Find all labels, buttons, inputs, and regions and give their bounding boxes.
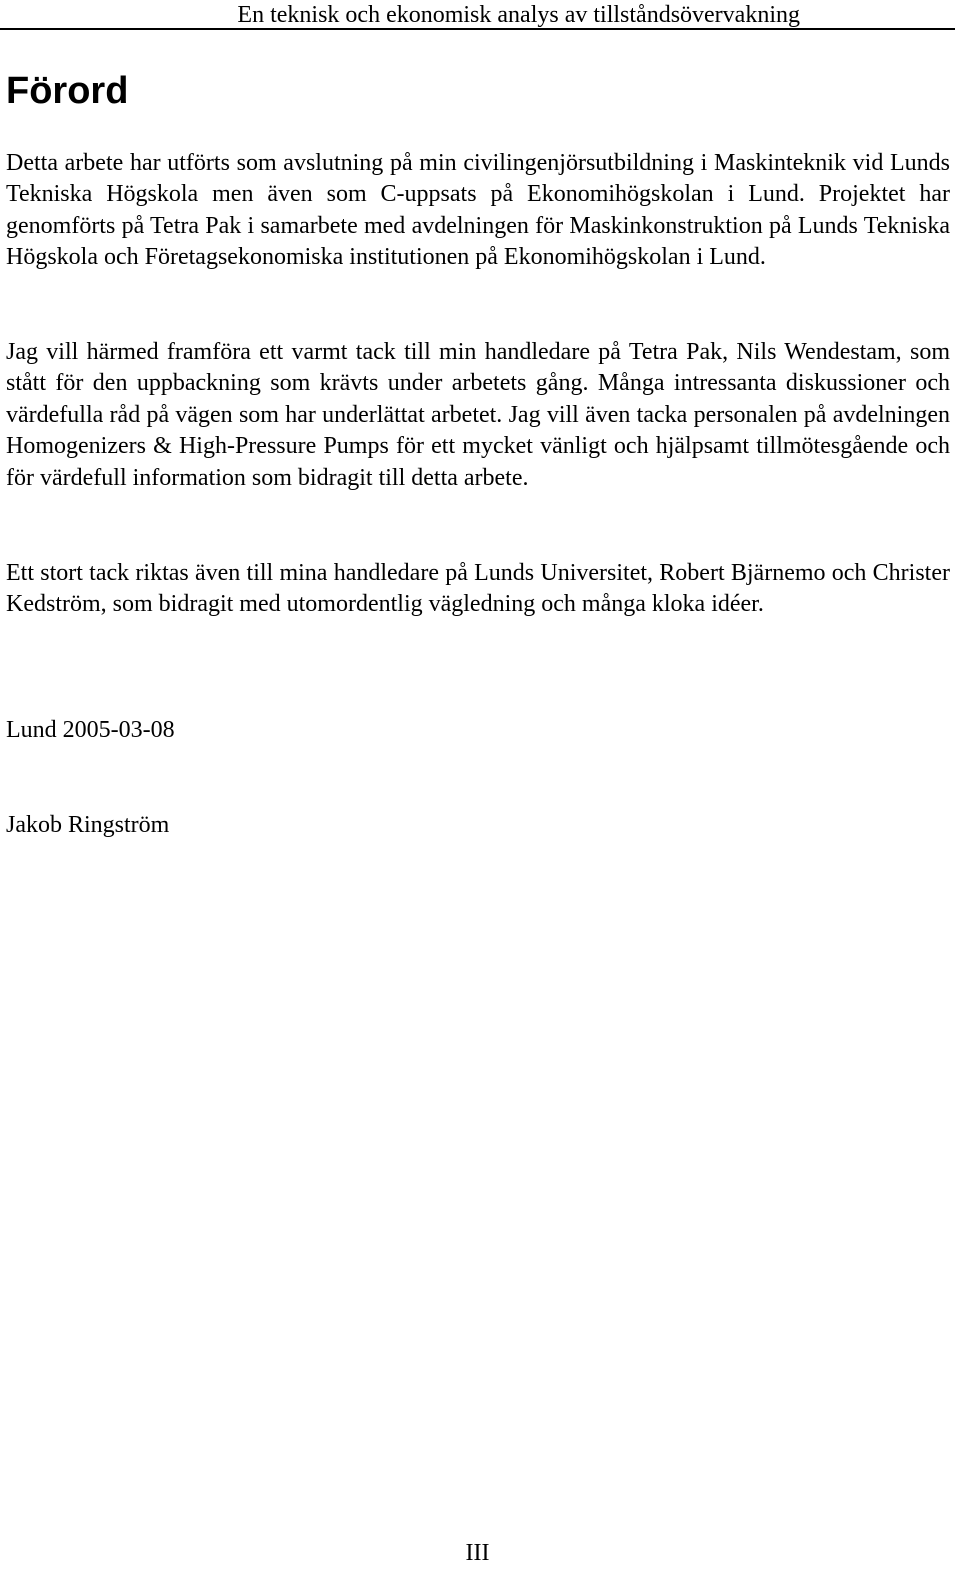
running-header [0,0,955,30]
paragraph-thanks-university: Ett stort tack riktas även till mina handledare på Lunds Universitet, Robert Bjärnemo och Christer Kedström, som bidragit med utomordentlig vägledning och många kloka idéer. [6,560,950,618]
paragraph-intro: Detta arbete har utförts som avslutning på min civilingenjörsutbildning i Maskinteknik vid Lunds Tekniska Högskola men även som C-uppsats på Ekonomihögskolan i Lund. Projektet har genomförts på Tetra Pak i samarbete med avdelningen för Maskinkonstruktion på Lunds Tekniska Högskola och Företagsekonomiska institutionen på Ekonomihögskolan i Lund. [6,150,950,271]
page-number: III [465,1540,490,1566]
paragraph-thanks-tetra-pak: Jag vill härmed framföra ett varmt tack till min handledare på Tetra Pak, Nils Wendestam, som stått för den uppbackning som krävts under arbetets gång. Många intressanta diskussioner och värdefulla råd på vägen som har underlättat arbetet. Jag vill även tacka personalen på avdelningen Homogenizers & High-Pressure Pumps för ett mycket vänligt och hjälpsamt tillmötesgående och för värdefull information som bidragit till detta arbete. [6,339,950,491]
running-title: En teknisk och ekonomisk analys av tillståndsövervakning [237,2,800,28]
section-title: Förord [6,70,129,112]
author-name: Jakob Ringström [6,812,170,838]
place-date: Lund 2005-03-08 [6,717,175,743]
